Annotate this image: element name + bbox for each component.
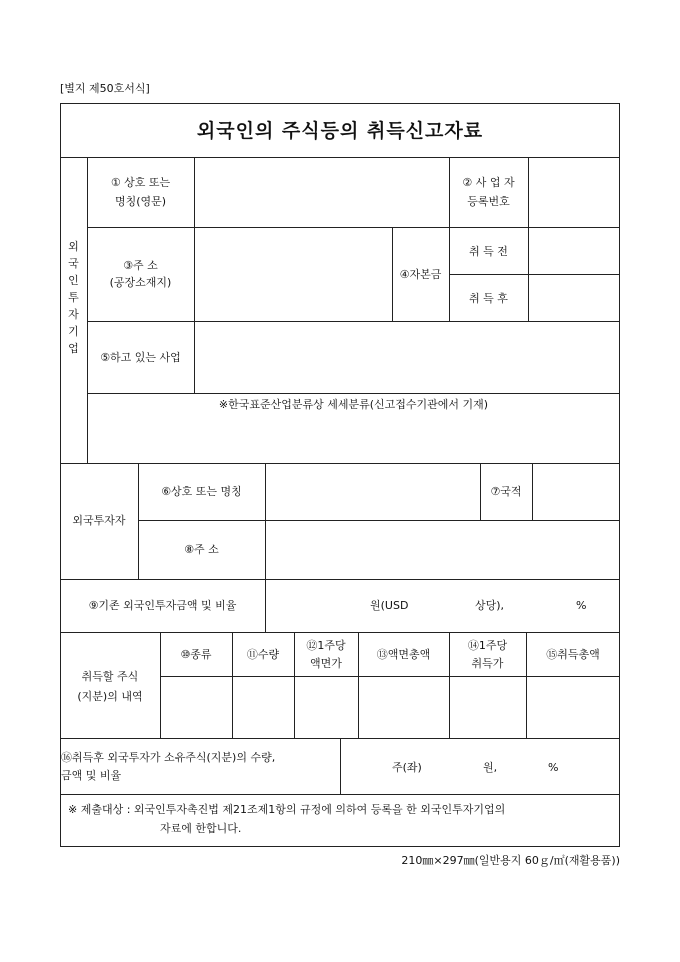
company-side-label: 외 국 인 투 자 기 업 <box>68 240 79 355</box>
existing-percent-unit: % <box>576 599 587 612</box>
par-field[interactable] <box>295 677 357 737</box>
business-label: ⑤하고 있는 사업 <box>100 351 181 364</box>
address-label: ③주 소 <box>123 259 158 272</box>
business-field[interactable] <box>195 322 619 392</box>
acquire-side-label: 취득할 주식 <box>81 670 139 683</box>
price-field[interactable] <box>450 677 525 737</box>
existing-won-unit: 원(USD <box>370 599 409 612</box>
divider <box>60 632 620 633</box>
biz-no-label-2: 등록번호 <box>467 195 510 208</box>
submission-note-2: 자료에 한합니다. <box>160 822 242 835</box>
after-won-unit: 원, <box>483 761 498 774</box>
col-total-price-header: ⑮취득총액 <box>546 648 600 661</box>
col-par-header: ⑫1주당 <box>306 639 346 652</box>
after-percent-unit: % <box>548 761 559 774</box>
company-name-field[interactable] <box>195 158 448 226</box>
form-title: 외국인의 주식등의 취득신고자료 <box>196 120 484 142</box>
biz-no-field[interactable] <box>529 158 619 226</box>
form-reference: [별지 제50호서식] <box>60 82 150 95</box>
nationality-field[interactable] <box>533 464 619 519</box>
col-price-header: ⑭1주당 <box>467 639 508 652</box>
address-field[interactable] <box>195 228 391 320</box>
divider <box>60 579 620 580</box>
investor-address-field[interactable] <box>266 521 619 578</box>
col-par-header-2: 액면가 <box>310 657 342 670</box>
col-total-par-header: ⑬액면총액 <box>376 648 431 661</box>
col-price-header-2: 취득가 <box>471 657 504 670</box>
investor-side-label: 외국투자자 <box>72 514 126 527</box>
type-field[interactable] <box>161 677 231 737</box>
acquire-side-label-2: (지분)의 내역 <box>77 690 143 703</box>
divider <box>340 738 341 794</box>
nationality-label: ⑦국적 <box>490 485 522 498</box>
address-label-2: (공장소재지) <box>109 276 172 289</box>
divider <box>138 463 139 579</box>
col-qty-header: ⑪수량 <box>246 648 280 661</box>
investor-address-label: ⑧주 소 <box>184 543 219 556</box>
investor-name-label: ⑥상호 또는 명칭 <box>161 485 242 498</box>
total-par-field[interactable] <box>359 677 448 737</box>
total-price-field[interactable] <box>527 677 619 737</box>
divider <box>265 579 266 632</box>
qty-field[interactable] <box>233 677 293 737</box>
capital-after-field[interactable] <box>529 275 619 320</box>
company-name-label-2: 명칭(영문) <box>114 195 167 208</box>
col-type-header: ⑩종류 <box>180 648 212 661</box>
existing-investment-label: ⑨기존 외국인투자금액 및 비율 <box>88 599 237 612</box>
classification-note: ※한국표준산업분류상 세세분류(신고접수기관에서 기재) <box>218 398 489 411</box>
capital-after-label: 취 득 후 <box>469 292 508 305</box>
after-acquisition-label-2: 금액 및 비율 <box>61 769 122 782</box>
divider <box>60 794 620 795</box>
capital-before-field[interactable] <box>529 228 619 273</box>
after-shares-unit: 주(좌) <box>392 761 422 774</box>
company-name-label: ① 상호 또는 <box>110 176 171 189</box>
paper-spec: 210㎜×297㎜(일반용지 60ｇ/㎡(재활용품)) <box>401 854 620 867</box>
biz-no-label: ② 사 업 자 <box>462 176 515 189</box>
after-acquisition-label: ⑯취득후 외국투자가 소유주식(지분)의 수량, <box>61 751 276 764</box>
existing-equiv-unit: 상당), <box>475 599 505 612</box>
investor-name-field[interactable] <box>266 464 479 519</box>
capital-before-label: 취 득 전 <box>469 245 508 258</box>
submission-note: ※ 제출대상 : 외국인투자촉진법 제21조제1항의 규정에 의하여 등록을 한 외국인투자기업의 <box>68 803 506 816</box>
capital-label: ④자본금 <box>399 268 442 281</box>
divider <box>87 393 620 394</box>
